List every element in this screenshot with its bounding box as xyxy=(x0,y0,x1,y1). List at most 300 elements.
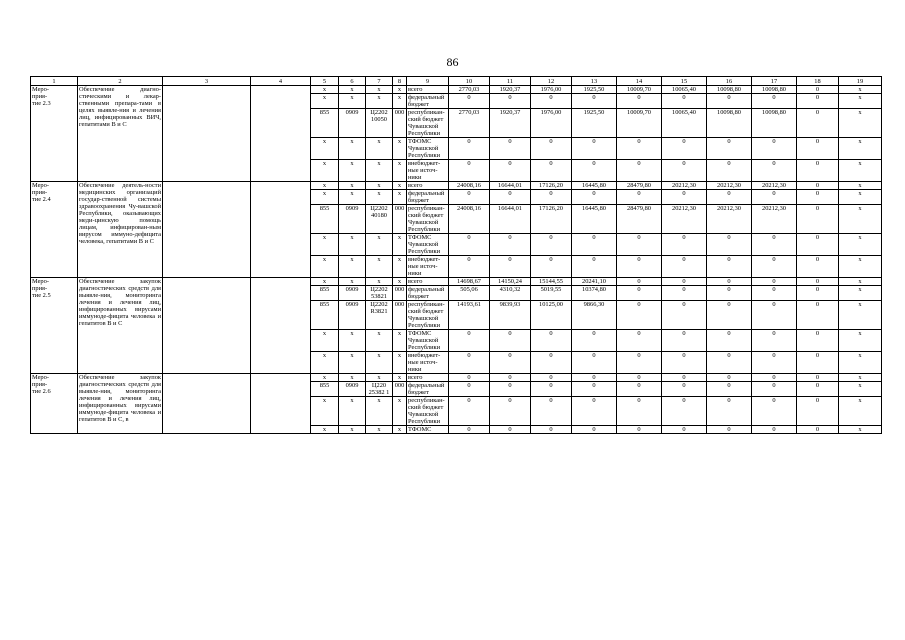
funding-source: внебюджет-ные источ-ники xyxy=(407,256,449,278)
code-section: x xyxy=(339,86,366,94)
amount-cell: 0 xyxy=(490,382,531,397)
amount-cell: 0 xyxy=(449,352,490,374)
column-header: 13 xyxy=(572,77,617,86)
amount-cell: 0 xyxy=(490,234,531,256)
code-expense: x xyxy=(393,138,407,160)
code-grbs: x xyxy=(311,256,339,278)
code-section: x xyxy=(339,138,366,160)
amount-cell: 0 xyxy=(572,382,617,397)
code-target: x xyxy=(366,94,393,109)
column-3-cell xyxy=(163,374,251,434)
code-expense: x xyxy=(393,190,407,205)
page-number: 86 xyxy=(446,55,459,69)
amount-cell: 0 xyxy=(797,397,839,426)
amount-cell: 0 xyxy=(707,352,752,374)
amount-cell: 10098,80 xyxy=(707,109,752,138)
code-expense: x xyxy=(393,94,407,109)
column-header: 3 xyxy=(163,77,251,86)
code-expense: 000 xyxy=(393,205,407,234)
funding-source: всего xyxy=(407,86,449,94)
event-id: Меро- прия- тие 2.3 xyxy=(31,86,78,182)
amount-cell: 0 xyxy=(490,352,531,374)
amount-cell: 0 xyxy=(449,160,490,182)
code-section: x xyxy=(339,352,366,374)
amount-cell: 0 xyxy=(449,382,490,397)
code-grbs: x xyxy=(311,278,339,286)
amount-cell: 0 xyxy=(572,426,617,434)
table-row xyxy=(31,278,882,286)
amount-cell: 0 xyxy=(572,352,617,374)
code-expense: x xyxy=(393,234,407,256)
column-header: 12 xyxy=(531,77,572,86)
column-header: 5 xyxy=(311,77,339,86)
code-grbs: 855 xyxy=(311,205,339,234)
amount-cell: x xyxy=(839,426,882,434)
amount-cell: x xyxy=(839,94,882,109)
column-header: 8 xyxy=(393,77,407,86)
code-section: 0909 xyxy=(339,286,366,301)
amount-cell: 2770,03 xyxy=(449,109,490,138)
amount-cell: 0 xyxy=(797,94,839,109)
amount-cell: 0 xyxy=(797,278,839,286)
amount-cell: 1920,37 xyxy=(490,86,531,94)
amount-cell: 0 xyxy=(572,256,617,278)
amount-cell: 0 xyxy=(531,256,572,278)
funding-source: всего xyxy=(407,182,449,190)
amount-cell: 0 xyxy=(752,160,797,182)
amount-cell: 10065,40 xyxy=(662,109,707,138)
amount-cell: 0 xyxy=(572,397,617,426)
amount-cell: x xyxy=(839,190,882,205)
amount-cell: 0 xyxy=(531,382,572,397)
amount-cell: 0 xyxy=(617,234,662,256)
amount-cell: 0 xyxy=(797,190,839,205)
budget-table xyxy=(30,76,882,434)
amount-cell: 0 xyxy=(797,234,839,256)
table-row xyxy=(31,86,882,94)
amount-cell: 0 xyxy=(531,138,572,160)
code-grbs: x xyxy=(311,138,339,160)
code-grbs: x xyxy=(311,374,339,382)
header-row xyxy=(31,77,882,86)
amount-cell: 0 xyxy=(752,256,797,278)
code-expense: x xyxy=(393,352,407,374)
amount-cell: 0 xyxy=(707,382,752,397)
amount-cell: 20212,30 xyxy=(662,205,707,234)
amount-cell: 0 xyxy=(752,301,797,330)
funding-source: республикан-ский бюджет Чувашской Республики xyxy=(407,301,449,330)
code-expense: 000 xyxy=(393,301,407,330)
funding-source: федеральный бюджет xyxy=(407,286,449,301)
amount-cell: 24008,16 xyxy=(449,205,490,234)
event-description: Обеспечение закупок диагностических средств для выявле-ния, мониторинга лечения и лечения лиц, инфицированных вирусами иммуноде-фицита человека и гепатитов В и С, в xyxy=(78,374,163,434)
code-grbs: x xyxy=(311,426,339,434)
code-grbs: x xyxy=(311,86,339,94)
code-section: x xyxy=(339,256,366,278)
amount-cell: 0 xyxy=(572,330,617,352)
amount-cell: x xyxy=(839,330,882,352)
amount-cell: x xyxy=(839,160,882,182)
amount-cell: 0 xyxy=(617,286,662,301)
amount-cell: 0 xyxy=(797,109,839,138)
amount-cell: 20212,30 xyxy=(707,205,752,234)
amount-cell: 0 xyxy=(531,374,572,382)
amount-cell: 0 xyxy=(449,330,490,352)
amount-cell: 0 xyxy=(662,382,707,397)
amount-cell: 17126,20 xyxy=(531,182,572,190)
amount-cell: 0 xyxy=(752,138,797,160)
amount-cell: 0 xyxy=(797,86,839,94)
amount-cell: 0 xyxy=(617,256,662,278)
amount-cell: 4310,32 xyxy=(490,286,531,301)
code-grbs: x xyxy=(311,397,339,426)
funding-source: ТФОМС Чувашской Республики xyxy=(407,138,449,160)
code-section: x xyxy=(339,330,366,352)
column-4-cell xyxy=(251,278,311,374)
funding-source: ТФОМС Чувашской Республики xyxy=(407,330,449,352)
amount-cell: 0 xyxy=(707,234,752,256)
event-description: Обеспечение закупок диагностических средств для выявле-ния, мониторинга лечения и лечения лиц, инфицированных вирусами иммуноде-фицита человека и гепатитов В и С xyxy=(78,278,163,374)
amount-cell: 1920,37 xyxy=(490,109,531,138)
amount-cell: x xyxy=(839,301,882,330)
amount-cell: x xyxy=(839,382,882,397)
amount-cell: 10009,70 xyxy=(617,86,662,94)
amount-cell: 0 xyxy=(449,374,490,382)
code-target: x xyxy=(366,256,393,278)
column-header: 16 xyxy=(707,77,752,86)
amount-cell: 0 xyxy=(617,426,662,434)
amount-cell: 0 xyxy=(797,182,839,190)
amount-cell: 0 xyxy=(490,330,531,352)
column-3-cell xyxy=(163,182,251,278)
amount-cell: 16644,01 xyxy=(490,205,531,234)
column-4-cell xyxy=(251,182,311,278)
amount-cell: 0 xyxy=(707,278,752,286)
code-section: 0909 xyxy=(339,382,366,397)
column-3-cell xyxy=(163,278,251,374)
amount-cell: x xyxy=(839,374,882,382)
funding-source: федеральный бюджет xyxy=(407,382,449,397)
amount-cell: 0 xyxy=(797,138,839,160)
code-grbs: x xyxy=(311,94,339,109)
event-description: Обеспечение диагно-стическими и лекар-ственными препара-тами в целях выявле-ния и лечения лиц, инфицированных ВИЧ, гепатитами В и С xyxy=(78,86,163,182)
amount-cell: 0 xyxy=(572,138,617,160)
amount-cell: 0 xyxy=(617,278,662,286)
column-header: 15 xyxy=(662,77,707,86)
amount-cell: 10065,40 xyxy=(662,86,707,94)
amount-cell: 0 xyxy=(752,382,797,397)
funding-source: республикан-ский бюджет Чувашской Республики xyxy=(407,397,449,426)
amount-cell: 0 xyxy=(449,426,490,434)
amount-cell: 0 xyxy=(449,190,490,205)
amount-cell: 0 xyxy=(490,190,531,205)
amount-cell: 0 xyxy=(662,374,707,382)
code-grbs: x xyxy=(311,352,339,374)
amount-cell: 0 xyxy=(531,234,572,256)
amount-cell: 0 xyxy=(617,352,662,374)
funding-source: внебюджет-ные источ-ники xyxy=(407,160,449,182)
amount-cell: 1925,50 xyxy=(572,109,617,138)
column-header: 10 xyxy=(449,77,490,86)
funding-source: всего xyxy=(407,374,449,382)
code-section: x xyxy=(339,182,366,190)
column-header: 9 xyxy=(407,77,449,86)
event-description: Обеспечение деятель-ности медицинских организаций государ-ственной системы здравоохранения Чу-вашской Республики, оказывающих меди-цинскую помощь лицам, инфицирован-ным вирусом иммуно-дефицита человека, гепатитами В и С xyxy=(78,182,163,278)
amount-cell: 0 xyxy=(531,330,572,352)
amount-cell: 0 xyxy=(617,374,662,382)
amount-cell: 0 xyxy=(707,190,752,205)
amount-cell: 0 xyxy=(617,190,662,205)
amount-cell: 0 xyxy=(617,301,662,330)
column-header: 2 xyxy=(78,77,163,86)
amount-cell: 2770,03 xyxy=(449,86,490,94)
amount-cell: 20212,30 xyxy=(752,182,797,190)
code-grbs: 855 xyxy=(311,109,339,138)
amount-cell: 0 xyxy=(752,190,797,205)
amount-cell: 0 xyxy=(662,256,707,278)
amount-cell: 0 xyxy=(752,397,797,426)
amount-cell: 0 xyxy=(662,397,707,426)
amount-cell: 14193,61 xyxy=(449,301,490,330)
code-grbs: 855 xyxy=(311,286,339,301)
amount-cell: 0 xyxy=(662,94,707,109)
amount-cell: 0 xyxy=(531,160,572,182)
amount-cell: 24008,16 xyxy=(449,182,490,190)
amount-cell: 0 xyxy=(707,160,752,182)
amount-cell: x xyxy=(839,397,882,426)
amount-cell: 0 xyxy=(490,426,531,434)
amount-cell: 28479,80 xyxy=(617,205,662,234)
code-section: x xyxy=(339,234,366,256)
code-target: x xyxy=(366,374,393,382)
column-header: 7 xyxy=(366,77,393,86)
column-header: 1 xyxy=(31,77,78,86)
amount-cell: 0 xyxy=(617,382,662,397)
column-header: 17 xyxy=(752,77,797,86)
code-target: Ц2202 40180 xyxy=(366,205,393,234)
amount-cell: 1976,00 xyxy=(531,86,572,94)
column-header: 4 xyxy=(251,77,311,86)
amount-cell: 0 xyxy=(617,160,662,182)
code-expense: x xyxy=(393,256,407,278)
amount-cell: 0 xyxy=(752,374,797,382)
column-3-cell xyxy=(163,86,251,182)
amount-cell: 1976,00 xyxy=(531,109,572,138)
amount-cell: 0 xyxy=(572,234,617,256)
amount-cell: 0 xyxy=(797,205,839,234)
code-expense: x xyxy=(393,86,407,94)
amount-cell: 0 xyxy=(449,397,490,426)
amount-cell: 5019,55 xyxy=(531,286,572,301)
funding-source: республикан-ский бюджет Чувашской Республики xyxy=(407,205,449,234)
amount-cell: 0 xyxy=(662,330,707,352)
amount-cell: 10125,00 xyxy=(531,301,572,330)
event-id: Меро- прия- тие 2.6 xyxy=(31,374,78,434)
amount-cell: 0 xyxy=(572,94,617,109)
amount-cell: 0 xyxy=(531,190,572,205)
code-section: x xyxy=(339,426,366,434)
code-grbs: x xyxy=(311,330,339,352)
column-header: 11 xyxy=(490,77,531,86)
amount-cell: 0 xyxy=(707,138,752,160)
amount-cell: 0 xyxy=(752,234,797,256)
amount-cell: 20241,10 xyxy=(572,278,617,286)
amount-cell: 0 xyxy=(662,301,707,330)
amount-cell: 0 xyxy=(662,286,707,301)
amount-cell: 0 xyxy=(617,397,662,426)
code-target: Ц2202 53821 xyxy=(366,286,393,301)
amount-cell: 0 xyxy=(449,94,490,109)
amount-cell: 10098,80 xyxy=(707,86,752,94)
column-header: 19 xyxy=(839,77,882,86)
amount-cell: 14698,67 xyxy=(449,278,490,286)
code-grbs: x xyxy=(311,190,339,205)
amount-cell: 0 xyxy=(449,234,490,256)
amount-cell: 10009,70 xyxy=(617,109,662,138)
amount-cell: x xyxy=(839,205,882,234)
amount-cell: 0 xyxy=(531,352,572,374)
amount-cell: 10374,80 xyxy=(572,286,617,301)
amount-cell: 0 xyxy=(662,234,707,256)
amount-cell: x xyxy=(839,352,882,374)
amount-cell: 10098,80 xyxy=(752,86,797,94)
amount-cell: 20212,30 xyxy=(707,182,752,190)
code-target: Ц220 25382 1 xyxy=(366,382,393,397)
amount-cell: 20212,30 xyxy=(662,182,707,190)
amount-cell: 0 xyxy=(797,286,839,301)
amount-cell: 14150,24 xyxy=(490,278,531,286)
table-row xyxy=(31,374,882,382)
amount-cell: 0 xyxy=(797,301,839,330)
code-expense: x xyxy=(393,426,407,434)
code-target: x xyxy=(366,397,393,426)
amount-cell: 0 xyxy=(797,382,839,397)
column-header: 18 xyxy=(797,77,839,86)
amount-cell: 0 xyxy=(490,94,531,109)
amount-cell: 0 xyxy=(797,374,839,382)
code-target: x xyxy=(366,352,393,374)
amount-cell: 0 xyxy=(490,374,531,382)
code-target: x xyxy=(366,160,393,182)
amount-cell: 0 xyxy=(662,352,707,374)
code-section: x xyxy=(339,397,366,426)
column-header: 6 xyxy=(339,77,366,86)
column-4-cell xyxy=(251,86,311,182)
code-grbs: 855 xyxy=(311,301,339,330)
amount-cell: 0 xyxy=(797,256,839,278)
amount-cell: x xyxy=(839,109,882,138)
code-target: Ц2202 10050 xyxy=(366,109,393,138)
amount-cell: 0 xyxy=(531,426,572,434)
funding-source: внебюджет-ные источ-ники xyxy=(407,352,449,374)
amount-cell: 20212,30 xyxy=(752,205,797,234)
code-section: x xyxy=(339,190,366,205)
amount-cell: 0 xyxy=(752,94,797,109)
amount-cell: 0 xyxy=(797,426,839,434)
funding-source: всего xyxy=(407,278,449,286)
amount-cell: 28479,80 xyxy=(617,182,662,190)
amount-cell: 0 xyxy=(752,278,797,286)
amount-cell: 0 xyxy=(490,138,531,160)
amount-cell: 0 xyxy=(707,94,752,109)
column-4-cell xyxy=(251,374,311,434)
column-header: 14 xyxy=(617,77,662,86)
code-target: x xyxy=(366,278,393,286)
code-target: x xyxy=(366,330,393,352)
amount-cell: 0 xyxy=(449,138,490,160)
code-section: 0909 xyxy=(339,109,366,138)
amount-cell: 0 xyxy=(490,397,531,426)
amount-cell: x xyxy=(839,278,882,286)
funding-source: ТФОМС xyxy=(407,426,449,434)
amount-cell: 0 xyxy=(662,190,707,205)
amount-cell: 0 xyxy=(617,330,662,352)
code-target: x xyxy=(366,190,393,205)
amount-cell: 0 xyxy=(572,190,617,205)
code-section: 0909 xyxy=(339,301,366,330)
amount-cell: 16445,80 xyxy=(572,205,617,234)
amount-cell: 17126,20 xyxy=(531,205,572,234)
amount-cell: 0 xyxy=(662,160,707,182)
funding-source: ТФОМС Чувашской Республики xyxy=(407,234,449,256)
table-row xyxy=(31,182,882,190)
code-target: Ц2202 R3821 xyxy=(366,301,393,330)
funding-source: федеральный бюджет xyxy=(407,94,449,109)
amount-cell: 0 xyxy=(797,160,839,182)
event-id: Меро- прия- тие 2.5 xyxy=(31,278,78,374)
amount-cell: 0 xyxy=(707,426,752,434)
amount-cell: 16644,01 xyxy=(490,182,531,190)
code-expense: 000 xyxy=(393,286,407,301)
amount-cell: 0 xyxy=(662,278,707,286)
code-section: x xyxy=(339,94,366,109)
amount-cell: 0 xyxy=(797,330,839,352)
code-target: x xyxy=(366,426,393,434)
code-expense: x xyxy=(393,160,407,182)
amount-cell: 0 xyxy=(449,256,490,278)
code-section: x xyxy=(339,160,366,182)
amount-cell: 0 xyxy=(707,301,752,330)
amount-cell: 0 xyxy=(490,160,531,182)
amount-cell: 0 xyxy=(752,426,797,434)
code-grbs: 855 xyxy=(311,382,339,397)
code-target: x xyxy=(366,86,393,94)
amount-cell: 10098,80 xyxy=(752,109,797,138)
code-expense: x xyxy=(393,182,407,190)
code-expense: 000 xyxy=(393,382,407,397)
code-section: x xyxy=(339,374,366,382)
amount-cell: x xyxy=(839,138,882,160)
amount-cell: 0 xyxy=(572,374,617,382)
amount-cell: 15144,55 xyxy=(531,278,572,286)
code-expense: x xyxy=(393,278,407,286)
amount-cell: 0 xyxy=(707,256,752,278)
amount-cell: 0 xyxy=(490,256,531,278)
amount-cell: 0 xyxy=(572,160,617,182)
code-section: x xyxy=(339,278,366,286)
amount-cell: 0 xyxy=(707,374,752,382)
code-expense: x xyxy=(393,397,407,426)
amount-cell: 9839,93 xyxy=(490,301,531,330)
amount-cell: 0 xyxy=(662,426,707,434)
code-expense: x xyxy=(393,374,407,382)
code-target: x xyxy=(366,182,393,190)
code-target: x xyxy=(366,138,393,160)
amount-cell: 0 xyxy=(531,94,572,109)
amount-cell: 9866,30 xyxy=(572,301,617,330)
amount-cell: 0 xyxy=(707,397,752,426)
amount-cell: 0 xyxy=(617,138,662,160)
